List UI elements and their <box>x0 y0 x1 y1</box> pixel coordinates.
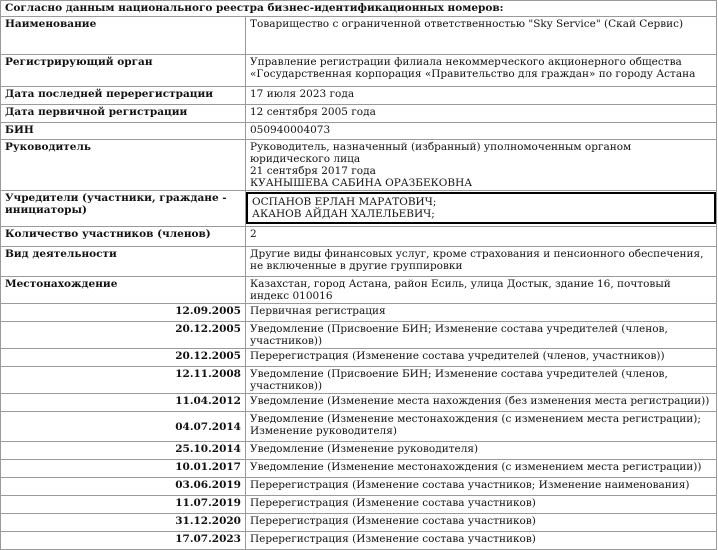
field-label: Дата первичной регистрации <box>1 105 246 123</box>
field-label: Учредители (участники, граждане - инициаторы) <box>1 191 246 227</box>
field-value: Товарищество с ограниченной ответственностью "Sky Service" (Скай Сервис) <box>246 17 717 55</box>
history-row <box>1 349 717 367</box>
field-row-last-reregistration <box>1 87 717 105</box>
history-row <box>1 442 717 460</box>
history-date: 03.06.2019 <box>1 478 246 496</box>
founders-box <box>246 192 716 224</box>
history-text: Перерегистрация (Изменение состава участников) <box>246 532 717 550</box>
history-date: 31.12.2020 <box>1 514 246 532</box>
history-text: Уведомление (Изменение местонахождения (с изменением места регистрации); Изменение руководителя) <box>246 412 717 442</box>
history-date: 20.12.2005 <box>1 349 246 367</box>
history-row <box>1 322 717 349</box>
field-value <box>246 191 717 227</box>
history-row <box>1 478 717 496</box>
director-position: Руководитель, назначенный (избранный) уполномоченным органом юридического лица 21 сентября 2017 года <box>250 141 632 177</box>
history-text: Уведомление (Присвоение БИН; Изменение состава учредителей (членов, участников)) <box>246 367 717 394</box>
field-value: Другие виды финансовых услуг, кроме страхования и пенсионного обеспечения, не включенные в другие группировки <box>246 247 717 277</box>
history-date: 11.07.2019 <box>1 496 246 514</box>
history-text: Уведомление (Изменение местонахождения (с изменением места регистрации)) <box>246 460 717 478</box>
history-row <box>1 394 717 412</box>
field-label: Регистрирующий орган <box>1 55 246 87</box>
field-value: 2 <box>246 227 717 247</box>
history-date: 04.07.2014 <box>1 412 246 442</box>
field-label: БИН <box>1 123 246 140</box>
founder-item: ОСПАНОВ ЕРЛАН МАРАТОВИЧ; <box>252 196 437 208</box>
history-date: 11.04.2012 <box>1 394 246 412</box>
field-label: Руководитель <box>1 140 246 191</box>
history-date: 17.07.2023 <box>1 532 246 550</box>
founder-item: АКАНОВ АЙДАН ХАЛЕЛЬЕВИЧ; <box>252 208 435 220</box>
history-text: Перерегистрация (Изменение состава участников; Изменение наименования) <box>246 478 717 496</box>
field-row-director <box>1 140 717 191</box>
history-text: Первичная регистрация <box>246 304 717 322</box>
history-date: 12.09.2005 <box>1 304 246 322</box>
director-name: КУАНЫШЕВА САБИНА ОРАЗБЕКОВНА <box>250 177 473 189</box>
history-row <box>1 460 717 478</box>
history-text: Перерегистрация (Изменение состава учредителей (членов, участников)) <box>246 349 717 367</box>
field-label: Местонахождение <box>1 277 246 304</box>
history-row <box>1 304 717 322</box>
field-label: Дата последней перерегистрации <box>1 87 246 105</box>
history-text: Перерегистрация (Изменение состава участников) <box>246 496 717 514</box>
field-value: 050940004073 <box>246 123 717 140</box>
history-date: 20.12.2005 <box>1 322 246 349</box>
field-row-participants-count <box>1 227 717 247</box>
field-value: Управление регистрации филиала некоммерческого акционерного общества «Государственная корпорация «Правительство для граждан» по городу Астана <box>246 55 717 87</box>
field-value: 12 сентября 2005 года <box>246 105 717 123</box>
field-label: Количество участников (членов) <box>1 227 246 247</box>
field-row-activity <box>1 247 717 277</box>
field-row-bin <box>1 123 717 140</box>
history-row <box>1 496 717 514</box>
field-row-name <box>1 17 717 55</box>
field-row-founders <box>1 191 717 227</box>
history-date: 12.11.2008 <box>1 367 246 394</box>
field-row-registrar <box>1 55 717 87</box>
history-row <box>1 514 717 532</box>
field-row-first-registration <box>1 105 717 123</box>
history-date: 10.01.2017 <box>1 460 246 478</box>
field-label: Наименование <box>1 17 246 55</box>
field-row-location <box>1 277 717 304</box>
history-text: Уведомление (Изменение руководителя) <box>246 442 717 460</box>
history-text: Уведомление (Присвоение БИН; Изменение состава учредителей (членов, участников)) <box>246 322 717 349</box>
history-text: Уведомление (Изменение места нахождения (без изменения места регистрации)) <box>246 394 717 412</box>
history-row <box>1 532 717 550</box>
field-value <box>246 140 717 191</box>
history-date: 25.10.2014 <box>1 442 246 460</box>
field-label: Вид деятельности <box>1 247 246 277</box>
table-header: Согласно данным национального реестра бизнес-идентификационных номеров: <box>1 1 717 17</box>
history-text: Перерегистрация (Изменение состава участников) <box>246 514 717 532</box>
field-value: Казахстан, город Астана, район Есиль, улица Достык, здание 16, почтовый индекс 010016 <box>246 277 717 304</box>
history-row <box>1 367 717 394</box>
table-header-row <box>1 1 717 17</box>
history-row <box>1 412 717 442</box>
field-value: 17 июля 2023 года <box>246 87 717 105</box>
